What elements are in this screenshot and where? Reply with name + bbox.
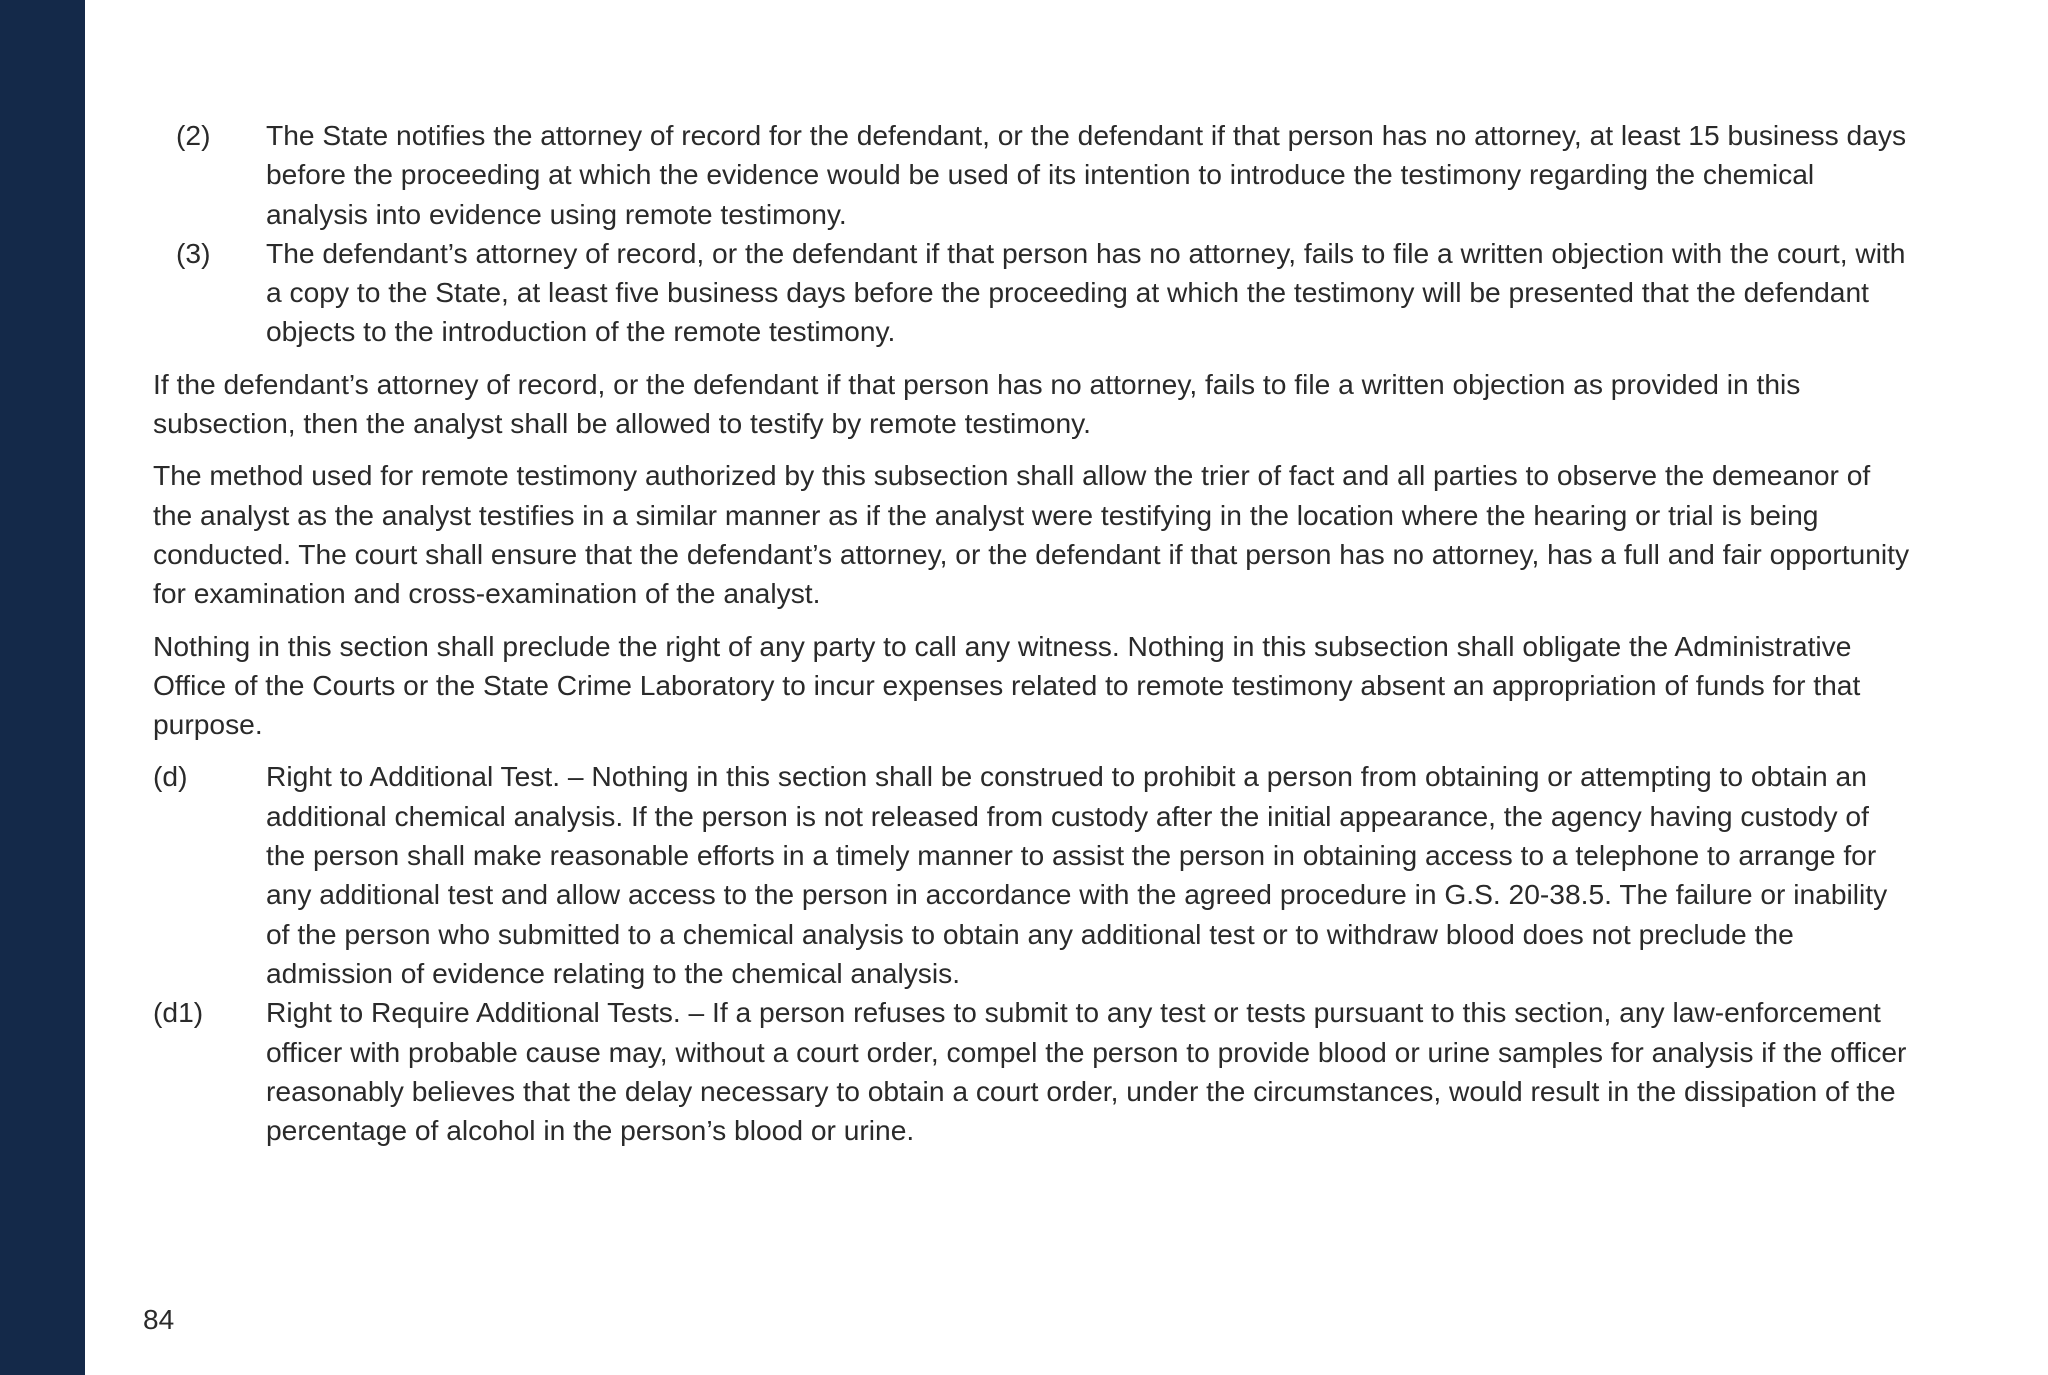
paragraph-objection: If the defendant’s attorney of record, or the defendant if that person has no attorney, fails to file a written objection as provided in this subsection, then the analyst shall be allowed to testify by remote testimony. bbox=[153, 367, 1801, 440]
page-number: 84 bbox=[143, 1304, 175, 1335]
list-item-3 bbox=[176, 234, 1913, 352]
subsection-number: (d1) bbox=[153, 996, 204, 1029]
paragraph-witness: Nothing in this section shall preclude the right of any party to call any witness. Nothing in this subsection shall obligate the Administrative Office of the Courts or the State Crime Laboratory to incur expenses related to remote testimony absent an appropriation of funds for that purpose. bbox=[153, 629, 1861, 741]
left-color-bar bbox=[0, 0, 85, 1375]
subsection-d bbox=[153, 757, 1913, 993]
list-item-number: (3) bbox=[176, 236, 211, 269]
paragraph-method: The method used for remote testimony authorized by this subsection shall allow the trier of fact and all parties to observe the demeanor of the analyst as the analyst testifies in a similar manner as if the analyst were testifying in the location where the hearing or trial is being conducted. The court shall ensure that the defendant’s attorney, or the defendant if that person has no attorney, has a full and fair opportunity for examination and cross-examination of the analyst. bbox=[153, 459, 1910, 610]
list-item-2 bbox=[176, 116, 1913, 234]
document-body bbox=[153, 116, 1913, 1150]
subsection-d1 bbox=[153, 993, 1913, 1150]
list-item-number: (2) bbox=[176, 119, 211, 151]
list-item-text: The State notifies the attorney of record for the defendant, or the defendant if that person has no attorney, at least 15 business days before the proceeding at which the evidence would be used of its intention to introduce the testimony regarding the chemical analysis into evidence using remote testimony. bbox=[266, 119, 1907, 230]
list-item-text: The defendant’s attorney of record, or the defendant if that person has no attorney, fails to file a written objection with the court, with a copy to the State, at least five business days before the proceeding at which the testimony will be presented that the defendant objects to the introduction of the remote testimony. bbox=[266, 236, 1906, 348]
subsection-number: (d) bbox=[153, 760, 188, 793]
subsection-text: Right to Require Additional Tests. – If a person refuses to submit to any test or tests pursuant to this section, any law-enforcement officer with probable cause may, without a court order, compel the person to provide blood or urine samples for analysis if the officer reasonably believes that the delay necessary to obtain a court order, under the circumstances, would result in the dissipation of the percentage of alcohol in the person’s blood or urine. bbox=[266, 996, 1907, 1147]
subsection-text: Right to Additional Test. – Nothing in this section shall be construed to prohibit a person from obtaining or attempting to obtain an additional chemical analysis. If the person is not released from custody after the initial appearance, the agency having custody of the person shall make reasonable efforts in a timely manner to assist the person in obtaining access to a telephone to arrange for any additional test and allow access to the person in accordance with the agreed procedure in G.S. 20-38.5. The failure or inability of the person who submitted to a chemical analysis to obtain any additional test or to withdraw blood does not preclude the admission of evidence relating to the chemical analysis. bbox=[266, 760, 1888, 989]
